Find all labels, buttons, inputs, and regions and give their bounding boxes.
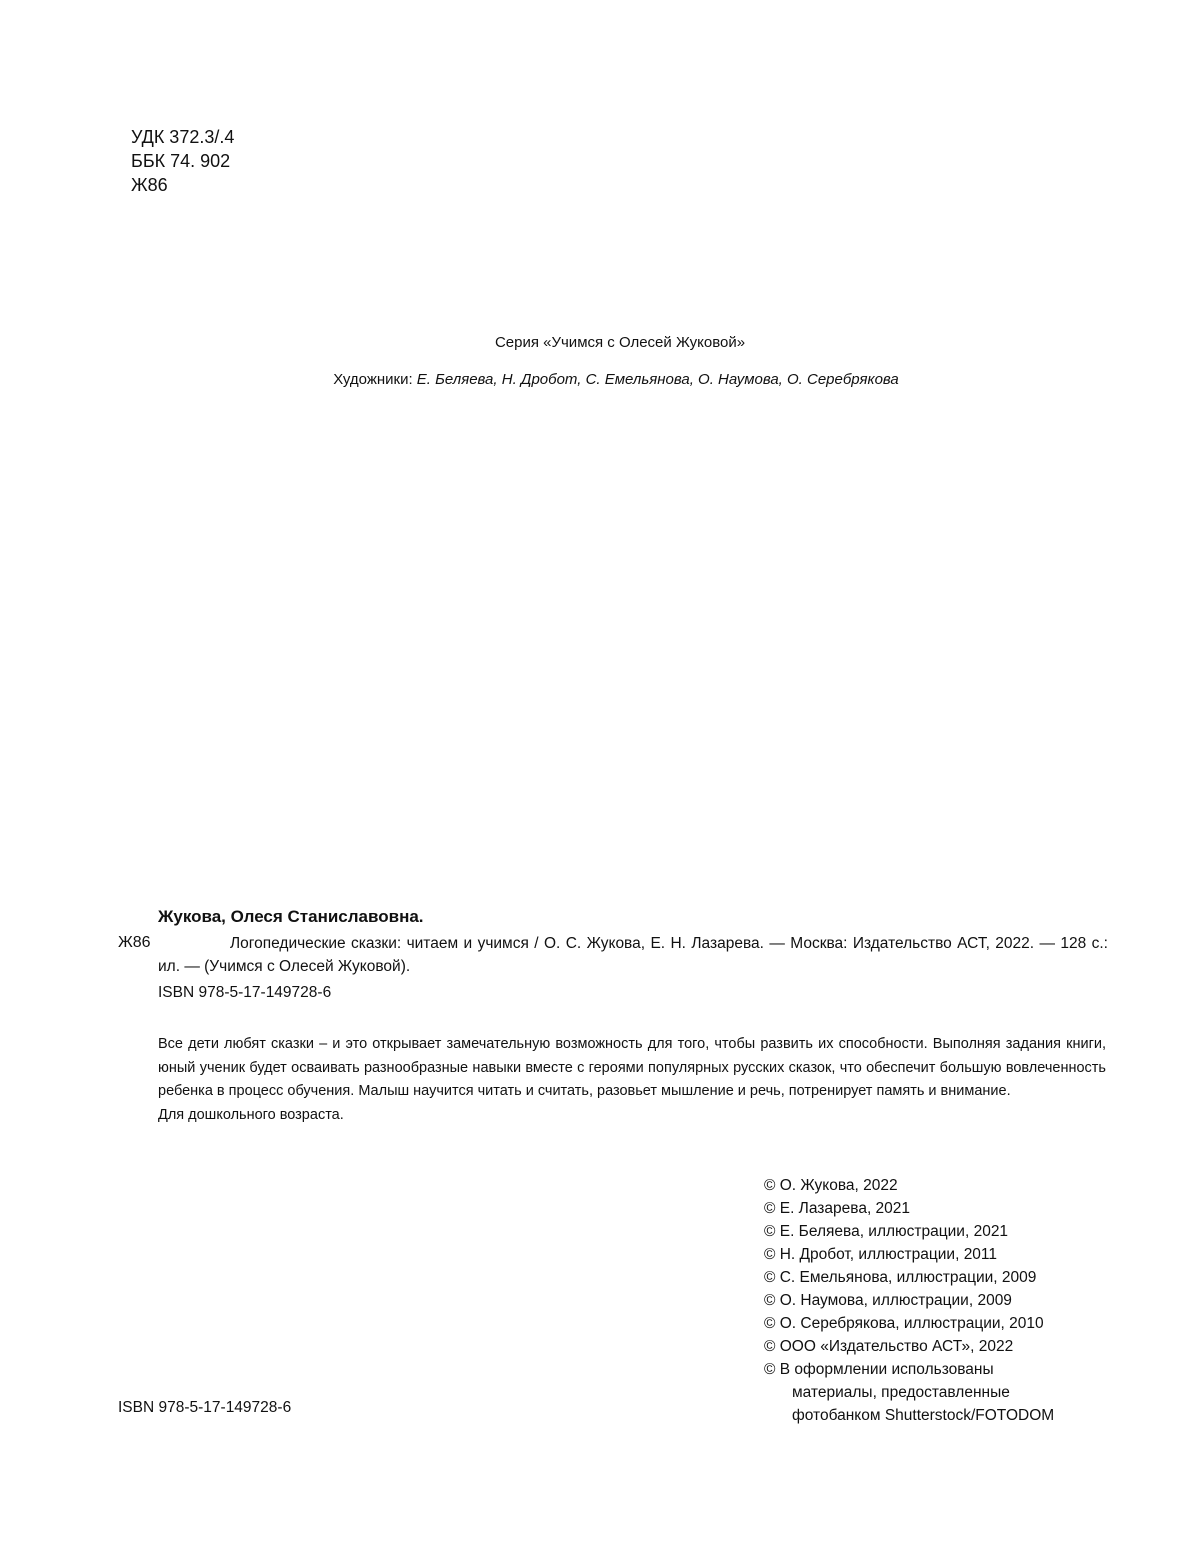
copyright-line: © О. Жукова, 2022 [764, 1177, 898, 1194]
copyright-continuation: материалы, предоставленные [792, 1384, 1010, 1401]
copyright-continuation: фотобанком Shutterstock/FOTODOM [792, 1407, 1055, 1424]
annotation [158, 1033, 1106, 1127]
author-mark: Ж86 [131, 175, 168, 195]
copyright-block [764, 1174, 1054, 1427]
series-title: Серия «Учимся с Олесей Жуковой» [494, 334, 746, 351]
copyright-line: © ООО «Издательство АСТ», 2022 [764, 1338, 1014, 1355]
record-author-mark: Ж86 [118, 934, 151, 951]
copyright-line: © С. Емельянова, иллюстрации, 2009 [764, 1269, 1037, 1286]
copyright-line: © О. Наумова, иллюстрации, 2009 [764, 1292, 1012, 1309]
udk-code: УДК 372.3/.4 [131, 127, 235, 147]
copyright-line: © О. Серебрякова, иллюстрации, 2010 [764, 1315, 1044, 1332]
copyright-line: © Н. Дробот, иллюстрации, 2011 [764, 1246, 998, 1263]
copyright-line: © Е. Лазарева, 2021 [764, 1200, 911, 1217]
artists-label: Художники: [333, 371, 417, 388]
age-rating: Для дошкольного возраста. [158, 1106, 344, 1123]
copyright-line: © Е. Беляева, иллюстрации, 2021 [764, 1223, 1009, 1240]
bbk-code: ББК 74. 902 [131, 151, 231, 171]
record-author: Жукова, Олеся Станиславовна. [158, 907, 424, 926]
record-isbn: ISBN 978-5-17-149728-6 [158, 984, 332, 1001]
footer-isbn: ISBN 978-5-17-149728-6 [118, 1399, 292, 1416]
bibliographic-description: Логопедические сказки: читаем и учимся / О. С. Жукова, Е. Н. Лазарева. — Москва: Издательство АСТ, 2022. — 128 с.: ил. — (Учимся с Олесей Жуковой). [158, 935, 1108, 975]
copyright-line: © В оформлении использованы [764, 1361, 994, 1378]
artists-names: Е. Беляева, Н. Дробот, С. Емельянова, О. Наумова, О. Серебрякова [416, 371, 899, 388]
annotation-text: Все дети любят сказки – и это открывает замечательную возможность для того, чтобы развить их способности. Выполняя задания книги, юный ученик будет осваивать разнообразные навыки вместе с героями популярных русских сказок, что обеспечит большую вовлеченность ребенка в процесс обучения. Малыш научится читать и считать, разовьет мышление и речь, потренирует память и внимание. [158, 1036, 1106, 1099]
classification-codes [131, 125, 234, 197]
artists-line [0, 371, 1193, 388]
